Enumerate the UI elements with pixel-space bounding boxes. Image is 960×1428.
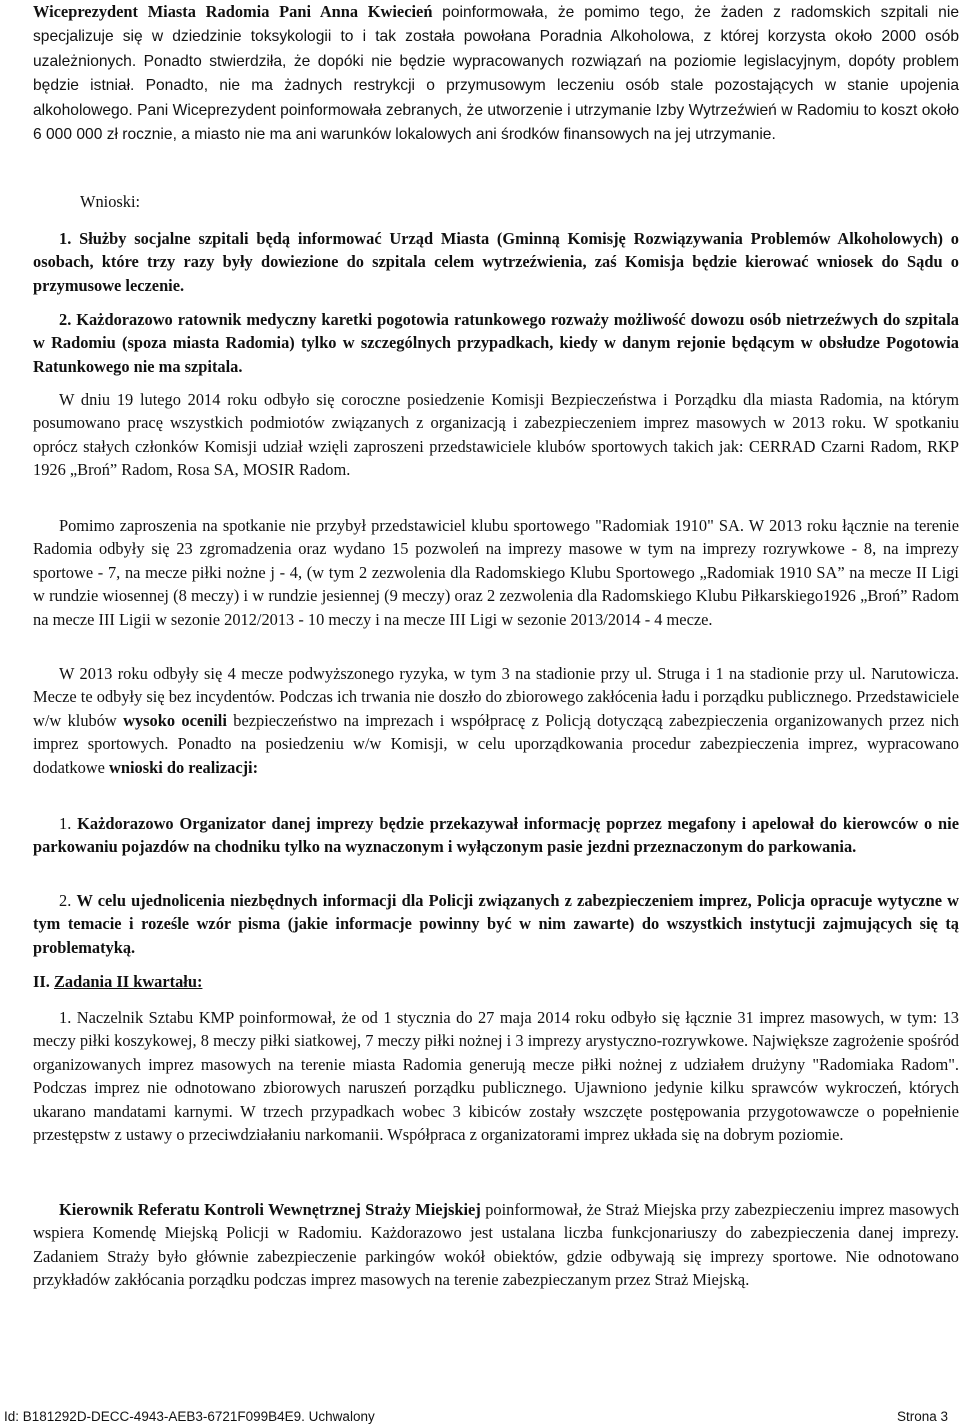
paragraph-text: W 2013 roku odbyły się 4 mecze podwyższonego ryzyka, w tym 3 na stadionie przy ul. Struga i 1 na stadionie przy ul. Narutowicza. Mecze te odbyły się bez incydentów. Podczas ich trwania nie doszło do zbiorowego zakłócenia ładu i porządku publicznego. Przedstawiciele w/w klubów <box>33 664 959 730</box>
proposal-2 <box>33 889 959 959</box>
proposal-text: W celu ujednolicenia niezbędnych informacji dla Policji związanych z zabezpieczeniem imprez, Policja opracuje wytyczne w tym temacie i roześle wzór pisma (jakie informacje powinny być w nim zawarte) do wszystkich instytucji zajmujących się tą problematyką. <box>33 891 959 957</box>
page-footer <box>4 1408 948 1426</box>
paragraph-city-guard <box>33 1198 959 1292</box>
paragraph-text: poinformowała, że pomimo tego, że żaden z radomskich szpitali nie specjalizuje się w dziedzinie toksykologii to i tak została powołana Poradnia Alkoholowa, z której korzysta około 2000 osób uzależnionych. Ponadto stwierdziła, że dopóki nie będzie wypracowanych rozwiązań na poziomie legislacyjnym, dopóty problem będzie istniał. Ponadto, nie ma żadnych restrykcji o przymusowym leczeniu osób stale pozostających w stanie upojenia alkoholowego. Pani Wiceprezydent poinformowała zebranych, że utworzenie i utrzymanie Izby Wytrzeźwień w Radomiu to koszt około 6 000 000 zł rocznie, a miasto nie ma ani warunków lokalowych ani środków finansowych na jej utrzymanie. <box>33 4 959 144</box>
conclusion-2: 2. Każdorazowo ratownik medyczny karetki pogotowia ratunkowego rozważy możliwość dowozu osób nietrzeźwych do szpitala w Radomiu (spoza miasta Radomia) tylko w szczególnych przypadkach, kiedy w danym rejonie będącym w obsłudze Pogotowia Ratunkowego nie ma szpitala. <box>33 310 959 376</box>
section-title: Zadania II kwartału: <box>53 972 203 991</box>
proposal-text: Każdorazowo Organizator danej imprezy będzie przekazywał informację poprzez megafony i apelował do kierowców o nie parkowaniu pojazdów na chodniku tylko na wyznaczonym i wyłączonym pasie jezdni przeznaczonym do parkowania. <box>33 814 959 857</box>
vice-president-name: Wiceprezydent Miasta Radomia Pani Anna Kwiecień <box>33 2 433 21</box>
section-number: II. <box>33 972 50 991</box>
conclusion-1: 1. Służby socjalne szpitali będą informować Urząd Miasta (Gminną Komisję Rozwiązywania Problemów Alkoholowych) o osobach, które trzy razy były dowiezione do szpitala celem wytrzeźwienia, zaś Komisja będzie kierować wniosek do Sądu o przymusowe leczenie. <box>33 229 959 295</box>
paragraph-text: poinformował, że Straż Miejska przy zabezpieczeniu imprez masowych wspiera Komendę Miejską Policji w Radomiu. Każdorazowo jest ustalana liczba funkcjonariuszy do zabezpieczenia danej imprezy. Zadaniem Straży było głównie zabezpieczenie parkingów wokół obiektów, gdzie odbywają się imprezy sportowe. Nie odnotowano przykładów zakłócania porządku podczas imprez masowych na terenie zabezpieczanym przez Straż Miejską. <box>33 1200 960 1290</box>
document-id: Id: B181292D-DECC-4943-AEB3-6721F099B4E9. Uchwalony <box>4 1409 375 1424</box>
bold-phrase: wnioski do realizacji: <box>109 757 259 777</box>
page-number: Strona 3 <box>896 1409 948 1424</box>
city-guard-head: Kierownik Referatu Kontroli Wewnętrznej Straży Miejskiej <box>59 1200 481 1219</box>
paragraph-commission-meeting: W dniu 19 lutego 2014 roku odbyło się coroczne posiedzenie Komisji Bezpieczeństwa i Porządku dla miasta Radomia, na którym posumowano pracę wszystkich podmiotów związanych z organizacją i zabezpieczeniem imprez masowych w 2013 roku. W spotkaniu oprócz stałych członków Komisji udział wzięli zaproszeni przedstawiciele klubów sportowych takich jak: CERRAD Czarni Radom, RKP 1926 „Broń” Radom, Rosa SA, MOSIR Radom. <box>33 390 959 480</box>
conclusions-label: Wnioski: <box>80 192 141 211</box>
section-heading <box>33 970 959 993</box>
proposal-number: 1. <box>59 814 72 833</box>
bold-phrase: wysoko ocenili <box>123 710 227 730</box>
paragraph-high-risk-matches <box>33 662 959 779</box>
paragraph-kmp-report: 1. Naczelnik Sztabu KMP poinformował, że od 1 stycznia do 27 maja 2014 roku odbyło się łącznie 31 imprez masowych, w tym: 13 meczy piłki koszykowej, 8 meczy piłki siatkowej, 7 meczy piłki nożnej i 3 imprezy arystyczno-rozrywkowe. Największe zagrożenie spośród organizowanych imprez masowych na terenie miasta Radomia generują mecze piłki nożnej z udziałem drużyny "Radomiaka Radom". Podczas imprez nie odnotowano zbiorowych naruszeń porządku publicznego. Ujawniono jedynie kilku sprawców wykroczeń, których ukarano mandatami karnymi. W trzech przypadkach wobec 3 kibiców zostały wszczęte postępowania przygotowawcze o popełnienie przestępstw z ustawy o przeciwdziałaniu narkomanii. Współpraca z organizatorami imprez układa się na dobrym poziomie. <box>33 1008 959 1145</box>
proposal-1 <box>33 812 959 859</box>
paragraph-vice-president <box>33 0 959 146</box>
paragraph-text: bezpieczeństwo na imprezach i współpracę z Policją dotyczącą zabezpieczenia organizowanych przez nich imprez sportowych. Ponadto na posiedzeniu w/w Komisji, w celu uporządkowania procedur zabezpieczenia imprez, wypracowano dodatkowe <box>33 710 959 777</box>
proposal-number: 2. <box>59 891 72 910</box>
paragraph-mass-events-2013: Pomimo zaproszenia na spotkanie nie przybył przedstawiciel klubu sportowego "Radomiak 1910" SA. W 2013 roku łącznie na terenie Radomia odbyły się 23 zgromadzenia oraz wydano 15 pozwoleń na imprezy masowe w tym na imprezy rozrywkowe - 8, na imprezy sportowe - 7, na mecze piłki nożne j - 4, (w tym 2 zezwolenia dla Radomskiego Klubu Sportowego „Radomiak 1910 SA” na mecze II Ligi w rundzie wiosennej (8 meczy) i w rundzie jesiennej (9 meczy) oraz 2 zezwolenia dla Radomskiego Klubu Piłkarskiego1926 „Broń” Radom na mecze III Ligii w sezonie 2012/2013 - 10 meczy i na mecze III Ligi w sezonie 2013/2014 - 4 mecze. <box>33 516 959 629</box>
